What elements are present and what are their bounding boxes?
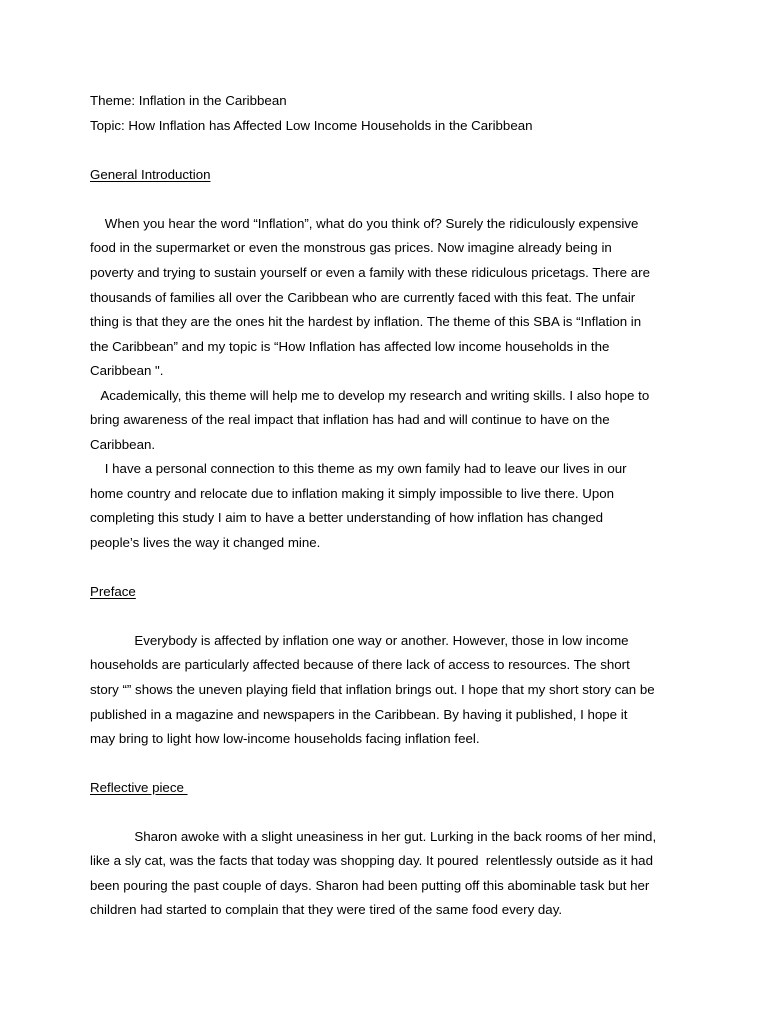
reflective-line: like a sly cat, was the facts that today was shopping day. It poured relentlessly outside as it had bbox=[90, 853, 653, 868]
intro-line: thing is that they are the ones hit the hardest by inflation. The theme of this SBA is “Inflation in bbox=[90, 314, 642, 329]
intro-line: Academically, this theme will help me to develop my research and writing skills. I also hope to bbox=[90, 388, 650, 403]
preface-line: households are particularly affected because of there lack of access to resources. The short bbox=[90, 657, 630, 672]
intro-line: home country and relocate due to inflation making it simply impossible to live there. Upon bbox=[90, 486, 615, 501]
reflective-piece-heading: Reflective piece bbox=[90, 780, 188, 795]
reflective-line: children had started to complain that they were tired of the same food every day. bbox=[90, 902, 563, 917]
intro-line: Caribbean ". bbox=[90, 363, 164, 378]
intro-line: people’s lives the way it changed mine. bbox=[90, 535, 321, 550]
reflective-line: Sharon awoke with a slight uneasiness in her gut. Lurking in the back rooms of her mind, bbox=[90, 829, 657, 844]
preface-line: Everybody is affected by inflation one way or another. However, those in low income bbox=[90, 633, 629, 648]
intro-line: When you hear the word “Inflation”, what do you think of? Surely the ridiculously expensive bbox=[90, 216, 639, 231]
intro-line: food in the supermarket or even the monstrous gas prices. Now imagine already being in bbox=[90, 240, 612, 255]
preface-heading: Preface bbox=[90, 584, 136, 599]
preface-line: story “” shows the uneven playing field that inflation brings out. I hope that my short story can be bbox=[90, 682, 655, 697]
intro-line: poverty and trying to sustain yourself or even a family with these ridiculous pricetags. There are bbox=[90, 265, 650, 280]
intro-line: the Caribbean” and my topic is “How Inflation has affected low income households in the bbox=[90, 339, 610, 354]
reflective-line: been pouring the past couple of days. Sharon had been putting off this abominable task but her bbox=[90, 878, 650, 893]
intro-line: Caribbean. bbox=[90, 437, 156, 452]
theme-line: Theme: Inflation in the Caribbean bbox=[90, 93, 287, 108]
preface-line: published in a magazine and newspapers in the Caribbean. By having it published, I hope it bbox=[90, 707, 628, 722]
intro-line: thousands of families all over the Caribbean who are currently faced with this feat. The unfair bbox=[90, 290, 636, 305]
topic-line: Topic: How Inflation has Affected Low Income Households in the Caribbean bbox=[90, 118, 533, 133]
intro-line: completing this study I aim to have a better understanding of how inflation has changed bbox=[90, 510, 603, 525]
intro-line: I have a personal connection to this theme as my own family had to leave our lives in our bbox=[90, 461, 627, 476]
intro-line: bring awareness of the real impact that inflation has had and will continue to have on the bbox=[90, 412, 610, 427]
preface-line: may bring to light how low-income households facing inflation feel. bbox=[90, 731, 480, 746]
general-introduction-heading: General Introduction bbox=[90, 167, 211, 182]
